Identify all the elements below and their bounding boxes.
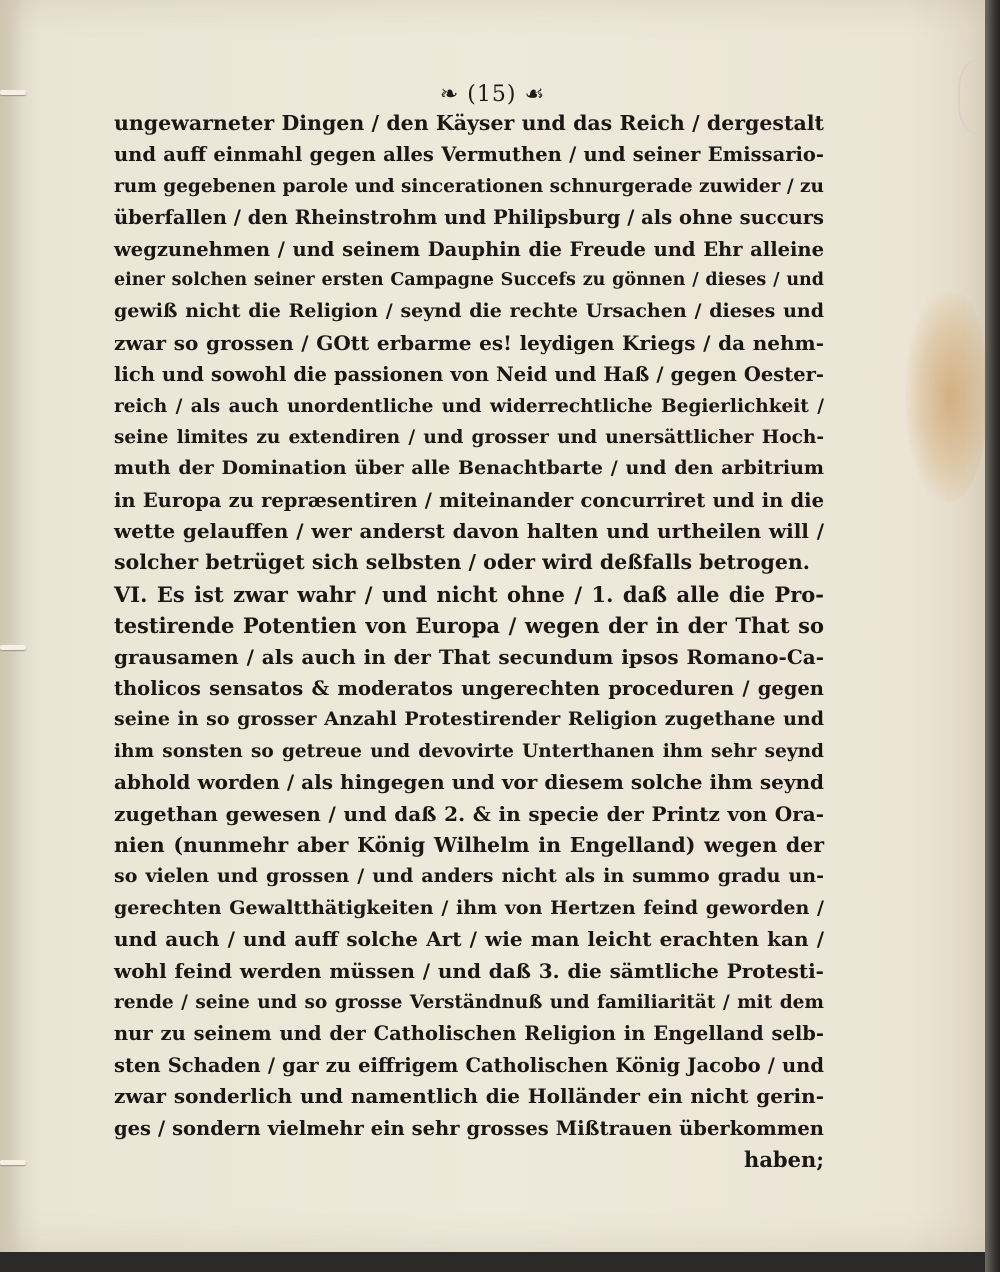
text-line: rum gegebenen parole und sincerationen schnurgerade zuwider / zu xyxy=(114,175,824,197)
text-line: ihm sonsten so getreue und devovirte Unterthanen ihm sehr seynd xyxy=(114,740,824,762)
text-line: einer solchen seiner ersten Campagne Succefs zu gönnen / dieses / und xyxy=(114,269,824,290)
text-line: und auff einmahl gegen alles Vermuthen / und seiner Emissario- xyxy=(114,143,824,167)
text-line: seine in so grosser Anzahl Protestirender Religion zugethane und xyxy=(114,708,824,731)
water-stain xyxy=(905,292,987,502)
text-line: wegzunehmen / und seinem Dauphin die Freude und Ehr alleine xyxy=(114,237,824,261)
text-line: muth der Domination über alle Benachtbarte / und den arbitrium xyxy=(114,457,824,480)
section-start-line: VI. Es ist zwar wahr / und nicht ohne / 1. daß alle die Pro- xyxy=(114,581,824,607)
body-text xyxy=(114,108,824,1175)
text-line: und auch / und auff solche Art / wie man leicht erachten kan / xyxy=(114,927,824,952)
text-line: in Europa zu repræsentiren / miteinander concurriret und in die xyxy=(114,488,824,512)
text-line: überfallen / den Rheinstrohm und Philipsburg / als ohne succurs xyxy=(114,206,824,230)
text-line: wette gelauffen / wer anderst davon halten und urtheilen will / xyxy=(114,519,824,544)
text-line: rende / seine und so grosse Verständnuß und familiarität / mit dem xyxy=(114,991,824,1013)
text-line: gewiß nicht die Religion / seynd die rechte Ursachen / dieses und xyxy=(114,300,824,323)
text-line: so vielen und grossen / und anders nicht als in summo gradu un- xyxy=(114,865,824,888)
text-line: abhold worden / als hingegen und vor diesem solche ihm seynd xyxy=(114,770,824,795)
text-line: ungewarneter Dingen / den Käyser und das Reich / dergestalt xyxy=(114,111,824,135)
page-binding-shadow xyxy=(0,0,22,1252)
text-line: wohl feind werden müssen / und daß 3. die sämtliche Protesti- xyxy=(114,958,824,983)
next-page-edge xyxy=(985,0,1000,1272)
text-line: zugethan gewesen / und daß 2. & in specie der Printz von Ora- xyxy=(114,801,824,826)
text-line: reich / als auch unordentliche und widerrechtliche Begierlichkeit / xyxy=(114,395,824,417)
text-line: nien (nunmehr aber König Wilhelm in Engelland) wegen der xyxy=(114,832,824,857)
text-line: seine limites zu extendiren / und grosser und unersättlicher Hoch- xyxy=(114,426,824,448)
binding-thread xyxy=(0,1160,26,1165)
text-line: tholicos sensatos & moderatos ungerechten proceduren / gegen xyxy=(114,677,824,701)
text-line: solcher betrüget sich selbsten / oder wird deßfalls betrogen. xyxy=(114,550,810,575)
text-line: gerechten Gewaltthätigkeiten / ihm von Hertzen feind geworden / xyxy=(114,896,824,919)
text-line: grausamen / als auch in der That secundum ipsos Romano-Ca- xyxy=(114,644,824,669)
header-ornament-right: ☙ xyxy=(524,82,546,107)
text-line: lich und sowohl die passionen von Neid und Haß / gegen Oester- xyxy=(114,363,824,387)
text-line: ges / sondern vielmehr ein sehr grosses Mißtrauen überkommen xyxy=(114,1116,824,1140)
page-number: (15) xyxy=(467,82,517,107)
catchword: haben; xyxy=(744,1146,824,1172)
text-line: nur zu seinem und der Catholischen Religion in Engelland selb- xyxy=(114,1022,824,1046)
text-line: zwar sonderlich und namentlich die Holländer ein nicht gerin- xyxy=(114,1084,824,1109)
text-line: zwar so grossen / GOtt erbarme es! leydigen Kriegs / da nehm- xyxy=(114,330,824,355)
page-number-header xyxy=(0,82,985,107)
text-line: sten Schaden / gar zu eiffrigem Catholischen König Jacobo / und xyxy=(114,1053,824,1077)
text-line: testirende Potentien von Europa / wegen der in der That so xyxy=(114,613,824,639)
binding-thread xyxy=(0,645,26,650)
header-ornament-left: ❧ xyxy=(439,82,460,107)
